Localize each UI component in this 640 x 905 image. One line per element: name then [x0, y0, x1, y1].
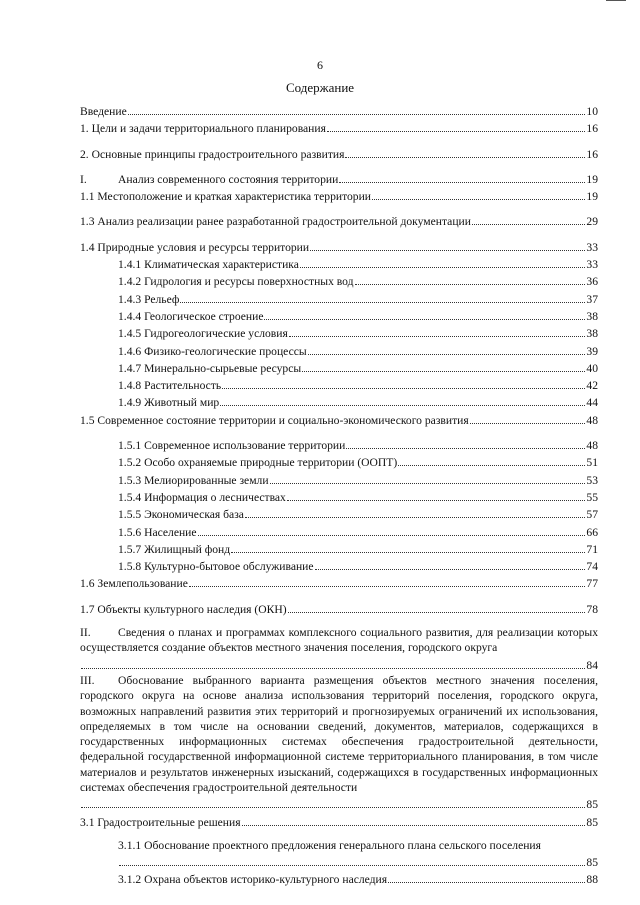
- toc-item-text: 1.7 Объекты культурного наследия (ОКН): [80, 602, 287, 616]
- toc-item-label: [80, 147, 344, 162]
- leader-dots: [300, 255, 586, 268]
- toc-item-page: 38: [586, 309, 598, 323]
- toc-item[interactable]: [80, 574, 598, 591]
- toc-item-label: [118, 507, 244, 522]
- toc-item-text: 1.4.7 Минерально-сырьевые ресурсы: [118, 361, 302, 375]
- toc-item-label: [118, 559, 314, 574]
- toc-item-3-1-2[interactable]: [80, 870, 598, 887]
- toc-item-page: 51: [586, 456, 598, 470]
- toc-section-ii[interactable]: [80, 625, 598, 673]
- leader-dots: [327, 119, 586, 132]
- leader-dots: [128, 102, 586, 115]
- toc-item-text: 1.1 Местоположение и краткая характеристика территории: [80, 190, 371, 204]
- toc-item-page: 39: [586, 344, 598, 358]
- toc-item-page: 40: [586, 361, 598, 375]
- toc-item[interactable]: [80, 342, 598, 359]
- toc-item-page: 19: [586, 172, 598, 186]
- toc-item-label: 3.1.2 Охрана объектов историко-культурного наследия: [118, 873, 388, 887]
- table-of-contents: [80, 102, 598, 888]
- leader-dots: [189, 574, 586, 587]
- toc-item-page: 33: [586, 258, 598, 272]
- toc-item-label: [118, 326, 288, 341]
- toc-item-text: 1.3 Анализ реализации ранее разработанной градостроительной документации: [80, 215, 471, 229]
- toc-item[interactable]: [80, 411, 598, 428]
- toc-item-page: 33: [586, 240, 598, 254]
- toc-item-page: 38: [586, 327, 598, 341]
- toc-item-label: [80, 240, 309, 255]
- toc-item[interactable]: [80, 813, 598, 830]
- toc-item-page: 48: [586, 413, 598, 427]
- leader-dots: [222, 376, 585, 389]
- toc-item-label: [118, 542, 230, 557]
- toc-item-label: [118, 292, 179, 307]
- leader-dots: [288, 600, 586, 613]
- toc-item-text: 1.6 Землепользование: [80, 577, 188, 591]
- toc-item[interactable]: [80, 238, 598, 255]
- toc-item-page: 77: [586, 577, 598, 591]
- toc-item-page: 42: [586, 379, 598, 393]
- leader-dots: [270, 471, 586, 484]
- leader-dots: [310, 238, 585, 251]
- leader-dots: [355, 272, 586, 285]
- toc-item-label: [118, 455, 397, 470]
- toc-item-label: [118, 361, 301, 376]
- toc-item[interactable]: [80, 359, 598, 376]
- leader-dots: [388, 870, 585, 883]
- leader-dots: [302, 359, 585, 372]
- toc-item[interactable]: [80, 540, 598, 557]
- toc-item-page: 57: [586, 508, 598, 522]
- toc-item-page: 48: [586, 439, 598, 453]
- leader-dots: [119, 853, 585, 866]
- leader-dots: [289, 324, 586, 337]
- toc-item-label: [118, 525, 197, 540]
- toc-item-text: 1.4.8 Растительность: [118, 379, 222, 393]
- toc-item-label: [118, 309, 263, 324]
- toc-item[interactable]: [80, 557, 598, 574]
- leader-dots: [372, 187, 585, 200]
- toc-item-text: 3.1 Градостроительные решения: [80, 815, 241, 829]
- toc-item[interactable]: [80, 102, 598, 119]
- toc-item-page: 10: [586, 105, 598, 118]
- toc-item-label: [118, 438, 345, 453]
- toc-item-text: 1.4.5 Гидрогеологические условия: [118, 327, 288, 341]
- toc-item-text: 1.5.3 Мелиорированные земли: [118, 473, 269, 487]
- leader-dots: [81, 656, 585, 669]
- toc-item[interactable]: [80, 488, 598, 505]
- section-iii-text: Обоснование выбранного варианта размещения объектов местного значения поселения, городского округа на основе анализа использования территорий поселения, городского округа, возможных направлений развития этих территорий и прогнозируемых ограничений их использования, определяемых в том числе на основании сведений, документов, материалов, содержащихся в государственных информационных системах обеспечения градостроительной деятельности, федеральной государственной информационной системе территориального планирования, в том числе материалов и результатов инженерных изысканий, содержащихся в государственных информационных системах обеспечения градостроительной деятельности: [80, 673, 598, 794]
- toc-item-text: 1.5.5 Экономическая база: [118, 508, 244, 522]
- section-ii-text: Сведения о планах и программах комплексного социального развития, для реализации которых осуществляется создание объектов местного значения поселения, городского округа: [80, 626, 598, 655]
- toc-item-text: 1.5 Современное состояние территории и социально-экономического развития: [80, 413, 469, 427]
- toc-item-label: [80, 172, 338, 187]
- toc-item-text: 1.5.2 Особо охраняемые природные территории (ООПТ): [118, 456, 398, 470]
- toc-item-text: Введение: [80, 105, 127, 118]
- leader-dots: [231, 540, 585, 553]
- toc-item-text: 1.4.6 Физико-геологические процессы: [118, 344, 307, 358]
- toc-item-text: 1.4.1 Климатическая характеристика: [118, 258, 299, 272]
- item-3-1-1-text: 3.1.1 Обоснование проектного предложения генерального плана сельского поселения: [118, 838, 541, 852]
- toc-item-label: [80, 214, 471, 229]
- toc-tail-list: [80, 813, 598, 830]
- toc-item-numeral: I.: [80, 172, 87, 186]
- toc-item-label: [80, 815, 241, 830]
- toc-item-text: Анализ современного состояния территории: [118, 172, 339, 186]
- toc-item[interactable]: [80, 523, 598, 540]
- leader-dots: [198, 523, 586, 536]
- leader-dots: [308, 342, 586, 355]
- leader-dots: [242, 813, 586, 826]
- toc-item-text: 1.5.1 Современное использование территории: [118, 439, 346, 453]
- top-edge-mark: [606, 0, 626, 3]
- toc-item-label: [80, 121, 326, 136]
- toc-item-label: [80, 104, 127, 119]
- toc-item-text: 1.5.7 Жилищный фонд: [118, 542, 231, 556]
- toc-item-label: [118, 274, 354, 289]
- toc-item-label: [118, 473, 269, 488]
- section-iii-numeral: III.: [80, 673, 95, 687]
- toc-item-text: 1.4.4 Геологическое строение: [118, 309, 264, 323]
- toc-item-label: [118, 378, 221, 393]
- leader-dots: [470, 411, 586, 424]
- toc-item-text: 1.5.8 Культурно-бытовое обслуживание: [118, 560, 314, 574]
- toc-item[interactable]: [80, 436, 598, 453]
- toc-item[interactable]: [80, 145, 598, 162]
- toc-item-page: 36: [586, 275, 598, 289]
- toc-item[interactable]: [80, 471, 598, 488]
- toc-item-label: [80, 576, 188, 591]
- toc-item[interactable]: [80, 307, 598, 324]
- toc-item-label: [80, 602, 287, 617]
- toc-item-text: 1.5.4 Информация о лесничествах: [118, 490, 286, 504]
- toc-item-page: 71: [586, 542, 598, 556]
- toc-item-label: [80, 413, 469, 428]
- toc-item-text: 1.4.2 Гидрология и ресурсы поверхностных вод: [118, 275, 354, 289]
- toc-item[interactable]: [80, 393, 598, 410]
- toc-item-text: 1.4 Природные условия и ресурсы территории: [80, 240, 310, 254]
- toc-item-page: 19: [586, 190, 598, 204]
- toc-item-page: 78: [586, 602, 598, 616]
- leader-dots: [245, 505, 585, 518]
- toc-item[interactable]: [80, 376, 598, 393]
- toc-item-label: [80, 189, 371, 204]
- toc-item-label: [118, 344, 307, 359]
- toc-item-text: 2. Основные принципы градостроительного развития: [80, 147, 345, 161]
- toc-item[interactable]: [80, 170, 598, 187]
- leader-dots: [315, 557, 586, 570]
- toc-main-list: [80, 102, 598, 617]
- toc-item[interactable]: [80, 255, 598, 272]
- page-title: Содержание: [285, 80, 355, 95]
- toc-item[interactable]: [80, 272, 598, 289]
- toc-item-page: 16: [586, 122, 598, 136]
- page-number: 6: [317, 58, 323, 72]
- toc-item[interactable]: [80, 505, 598, 522]
- toc-item-page: 44: [586, 396, 598, 410]
- toc-item-label: [118, 395, 219, 410]
- toc-item[interactable]: [80, 212, 598, 229]
- toc-item-text: 1.4.9 Животный мир: [118, 396, 220, 410]
- toc-item-text: 1. Цели и задачи территориального планирования: [80, 122, 326, 136]
- toc-item-3-1-1[interactable]: [80, 838, 598, 871]
- toc-item-page: 74: [586, 560, 598, 574]
- section-iii-page: 85: [586, 798, 598, 812]
- toc-item-label: [118, 257, 299, 272]
- toc-item[interactable]: [80, 453, 598, 470]
- toc-item-text: 1.4.3 Рельеф: [118, 292, 180, 306]
- leader-dots: [345, 145, 585, 158]
- toc-item-page: 37: [586, 292, 598, 306]
- leader-dots: [264, 307, 585, 320]
- toc-item-page: 53: [586, 473, 598, 487]
- section-ii-page: 84: [586, 658, 598, 672]
- toc-item[interactable]: [80, 290, 598, 307]
- leader-dots: [346, 436, 585, 449]
- toc-item[interactable]: [80, 600, 598, 617]
- toc-item-page: 16: [586, 147, 598, 161]
- leader-dots: [472, 212, 585, 225]
- toc-item[interactable]: [80, 187, 598, 204]
- toc-section-iii[interactable]: [80, 673, 598, 813]
- leader-dots: [180, 290, 585, 303]
- leader-dots: [287, 488, 586, 501]
- leader-dots: [81, 795, 585, 808]
- toc-item-page: 85: [586, 815, 598, 829]
- toc-item-page: 55: [586, 490, 598, 504]
- leader-dots: [339, 170, 585, 183]
- toc-item[interactable]: [80, 324, 598, 341]
- toc-item-page: 66: [586, 525, 598, 539]
- leader-dots: [220, 393, 585, 406]
- item-3-1-1-page: 85: [586, 856, 598, 870]
- toc-item-page: 88: [586, 873, 598, 887]
- toc-item-text: 1.5.6 Население: [118, 525, 197, 539]
- toc-item-page: 29: [586, 215, 598, 229]
- toc-item-label: [118, 490, 286, 505]
- leader-dots: [398, 453, 585, 466]
- toc-item[interactable]: [80, 119, 598, 136]
- section-ii-numeral: II.: [80, 626, 91, 640]
